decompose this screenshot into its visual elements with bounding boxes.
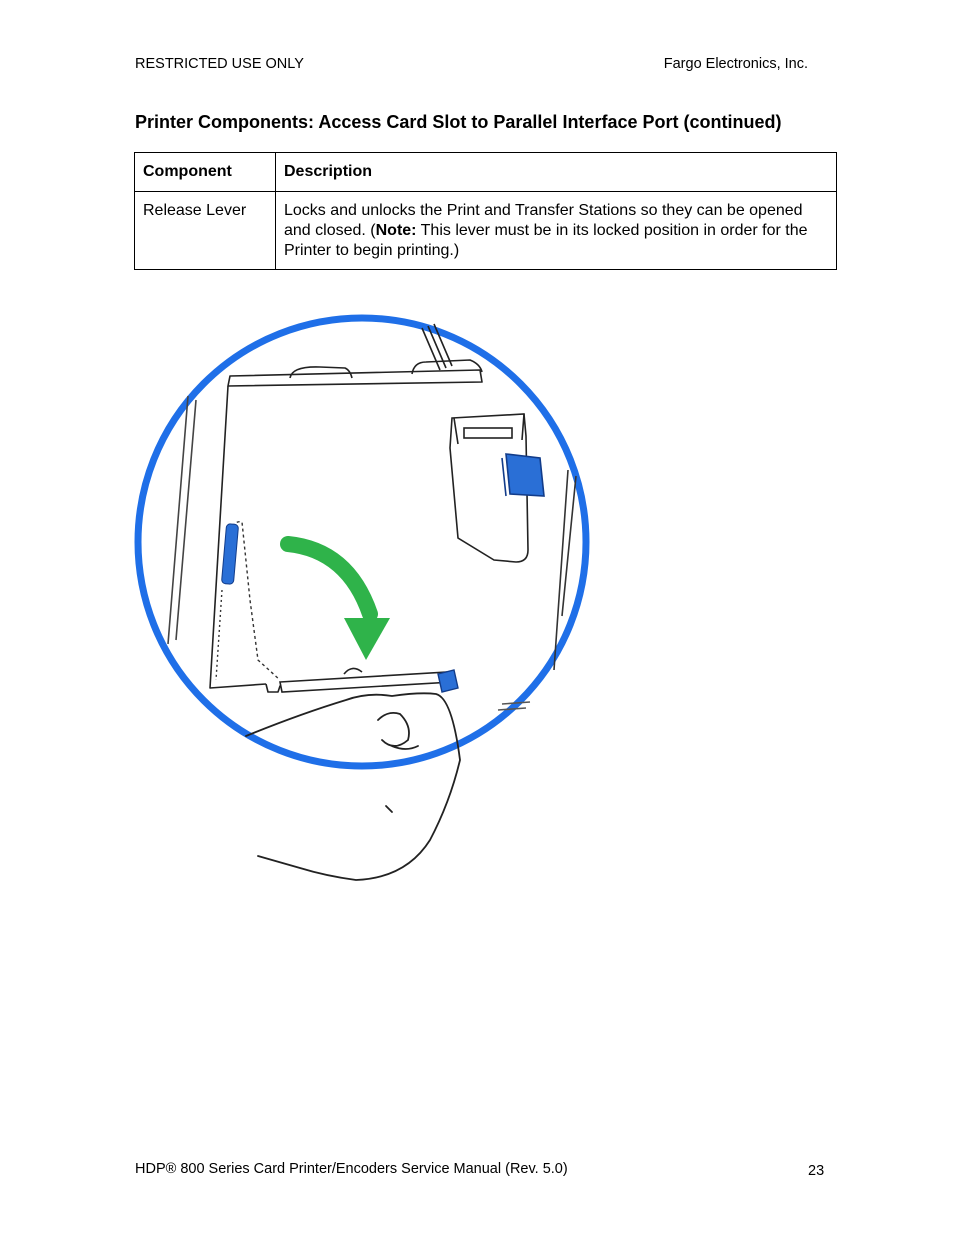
footer-manual-title: HDP® 800 Series Card Printer/Encoders Service Manual (Rev. 5.0) xyxy=(135,1161,568,1177)
arrow-down-icon xyxy=(288,544,390,660)
header-company: Fargo Electronics, Inc. xyxy=(663,56,808,72)
description-note-label: Note: xyxy=(375,222,417,239)
interface-port xyxy=(216,522,280,680)
table-header-row xyxy=(135,153,837,192)
release-lever xyxy=(280,668,458,692)
description-text: Locks and unlocks the Print and Transfer Stations so they can be opened and closed. ( xyxy=(284,202,803,239)
section-title: Printer Components: Access Card Slot to Parallel Interface Port (continued) xyxy=(135,112,782,132)
header-restricted: RESTRICTED USE ONLY xyxy=(135,56,304,72)
column-header-description: Description xyxy=(276,153,837,192)
column-header-component: Component xyxy=(135,153,276,192)
page-number: 23 xyxy=(808,1163,825,1179)
table-row xyxy=(135,192,837,270)
component-cell: Release Lever xyxy=(135,192,276,270)
card-slot-bracket xyxy=(450,414,544,562)
release-lever-illustration xyxy=(130,300,600,890)
hand-illustration xyxy=(246,693,460,880)
components-table xyxy=(134,152,837,270)
description-note-text: This lever must be in its locked position in order for the Printer to begin printing.) xyxy=(284,222,808,259)
description-cell xyxy=(276,192,837,270)
